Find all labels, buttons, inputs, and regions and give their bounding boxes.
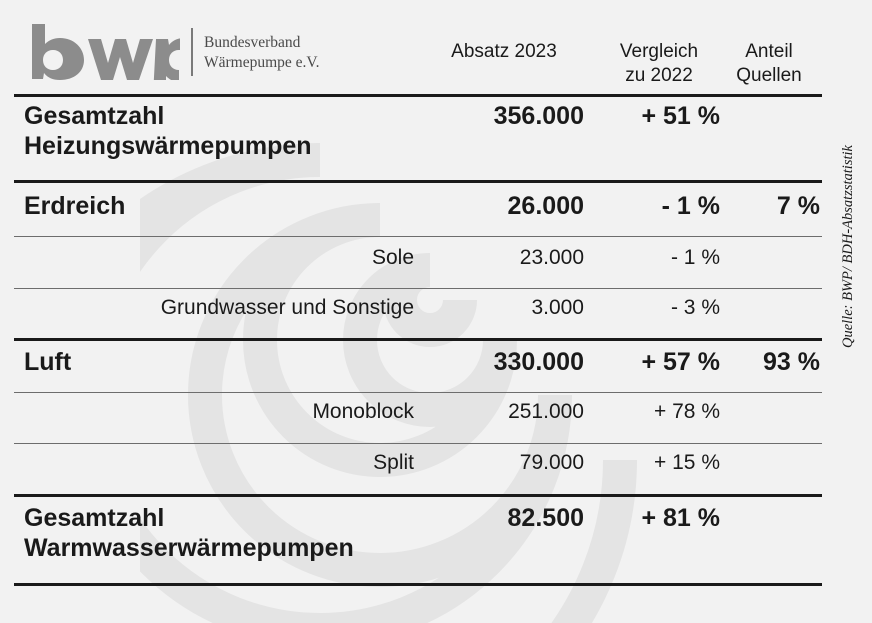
row-value-vergleich: + 15 %: [654, 451, 720, 474]
logo-org-name: [204, 33, 320, 73]
row-value-vergleich: + 78 %: [654, 400, 720, 423]
table-row: [14, 100, 822, 176]
row-label: Luft: [24, 348, 72, 376]
source-note: Quelle: BWP/ BDH-Absatzstatistik: [840, 145, 856, 348]
rule-row-5: [14, 443, 822, 444]
row-value-absatz: 79.000: [519, 451, 584, 474]
row-value-vergleich: + 81 %: [641, 504, 720, 532]
row-label: Erdreich: [24, 192, 126, 220]
column-header-anteil-line1: Anteil: [745, 41, 793, 62]
column-header-vergleich-line2: zu 2022: [625, 65, 693, 86]
table-row: [14, 502, 822, 578]
column-header-absatz: Absatz 2023: [451, 41, 557, 62]
table-row: [14, 190, 822, 234]
row-label: [24, 102, 312, 161]
row-value-vergleich: - 3 %: [670, 296, 720, 319]
row-value-absatz: 82.500: [507, 504, 584, 532]
table-row: [14, 346, 822, 390]
row-label: [24, 504, 354, 563]
row-value-anteil: 7 %: [776, 192, 820, 220]
row-label: Grundwasser und Sonstige: [160, 296, 414, 319]
rule-header: [14, 94, 822, 97]
rule-row-4: [14, 392, 822, 393]
row-label: Split: [373, 451, 414, 474]
bwp-wordmark-icon: [28, 24, 180, 80]
table-row: [14, 244, 822, 286]
row-value-vergleich: + 57 %: [641, 348, 720, 376]
row-value-absatz: 3.000: [531, 296, 584, 319]
column-header-vergleich: [590, 40, 728, 88]
row-label-line1: Gesamtzahl: [24, 102, 165, 130]
row-label: Monoblock: [312, 400, 414, 423]
row-label-line1: Gesamtzahl: [24, 504, 165, 532]
table-row: [14, 398, 822, 440]
row-value-absatz: 251.000: [508, 400, 584, 423]
rule-section-2: [14, 338, 822, 341]
row-label: Sole: [371, 246, 414, 269]
row-label-line2: Heizungswärmepumpen: [24, 131, 312, 160]
rule-section-1: [14, 180, 822, 183]
row-value-anteil: 93 %: [763, 348, 820, 376]
row-value-absatz: 23.000: [519, 246, 584, 269]
row-value-absatz: 330.000: [493, 348, 584, 376]
table-row: [14, 294, 822, 336]
row-label-line2: Warmwasserwärmepumpen: [24, 533, 354, 562]
logo-org-line1: Bundesverband: [204, 34, 301, 51]
rule-row-1: [14, 236, 822, 237]
row-value-absatz: 356.000: [493, 102, 584, 130]
row-value-absatz: 26.000: [507, 192, 584, 220]
source-note-container: [826, 0, 872, 623]
column-header-anteil-line2: Quellen: [736, 65, 802, 86]
logo-org-line2: Wärmepumpe e.V.: [204, 54, 320, 71]
row-value-vergleich: + 51 %: [641, 102, 720, 130]
logo-divider: [191, 28, 193, 76]
row-value-vergleich: - 1 %: [670, 246, 720, 269]
column-header-vergleich-line1: Vergleich: [619, 41, 699, 62]
rule-section-3: [14, 494, 822, 497]
rule-row-2: [14, 288, 822, 289]
table-row: [14, 449, 822, 491]
rule-bottom: [14, 583, 822, 586]
bwp-logo: [28, 22, 328, 88]
row-value-vergleich: - 1 %: [661, 192, 720, 220]
column-header-anteil: [714, 40, 824, 88]
